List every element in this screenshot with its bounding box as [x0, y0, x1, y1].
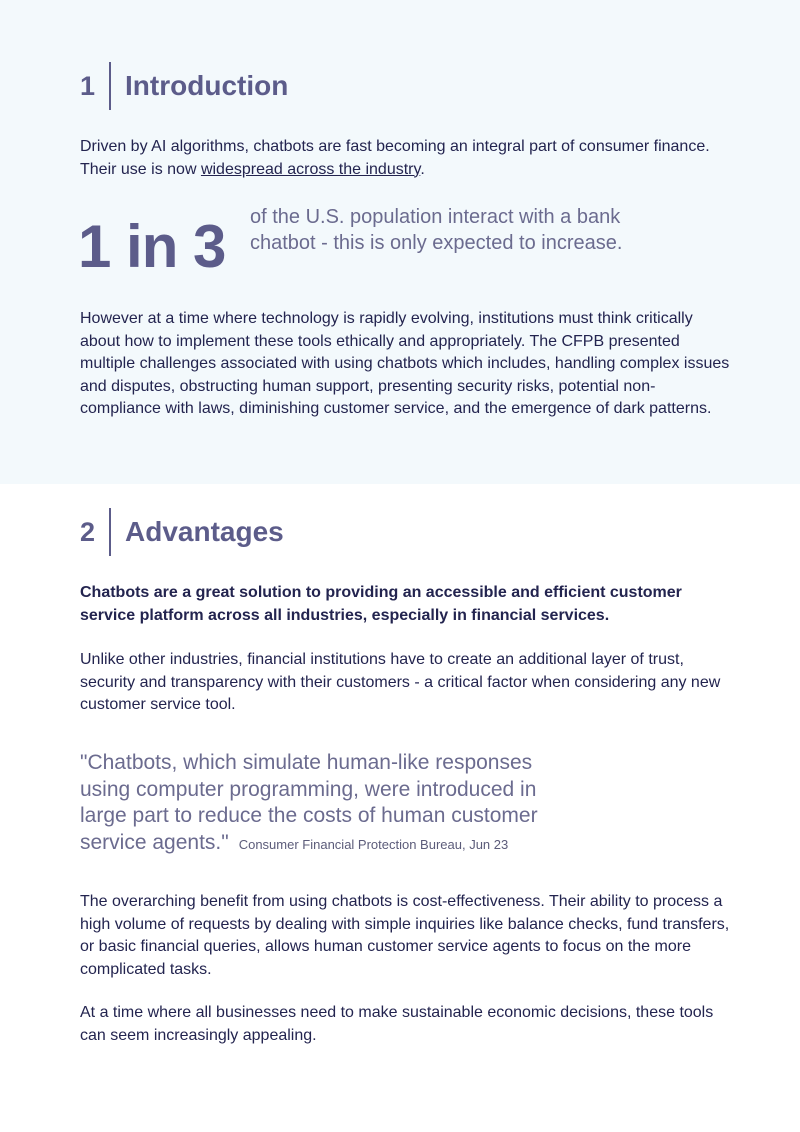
advantages-paragraph-1: Unlike other industries, financial institutions have to create an additional layer of trust, security and transparency with their customers - a critical factor when considering any new customer service tool. [80, 651, 721, 713]
stat-value: 1 in 3 [78, 213, 226, 280]
pull-quote [80, 750, 570, 858]
advantages-title: Advantages [125, 516, 284, 547]
pull-quote-text: "Chatbots, which simulate human-like responses using computer programming, were introduced in large part to reduce the costs of human customer service agents." [80, 751, 538, 854]
intro-paragraph-1-text: Driven by AI algorithms, chatbots are fast becoming an integral part of consumer finance. Their use is now [80, 138, 710, 178]
intro-title: Introduction [125, 70, 289, 101]
quote-source: Consumer Financial Protection Bureau, Jun 23 [238, 836, 509, 852]
intro-heading [80, 62, 288, 110]
advantages-heading [80, 508, 284, 556]
intro-paragraph-1 [80, 136, 730, 181]
advantages-lead: Chatbots are a great solution to providing an accessible and efficient customer service platform across all industries, especially in financial services. [80, 584, 682, 624]
heading-divider [109, 62, 111, 110]
intro-paragraph-1-end: . [420, 160, 425, 178]
advantages-paragraph-2: The overarching benefit from using chatbots is cost-effectiveness. Their ability to process a high volume of requests by dealing with simple inquiries like balance checks, fund transfers, or basic financial queries, allows human customer service agents to focus on the more complicated tasks. [80, 893, 730, 978]
intro-section-number: 1 [80, 70, 96, 101]
heading-divider [109, 508, 111, 556]
advantages-section-number: 2 [80, 516, 96, 547]
intro-paragraph-2: However at a time where technology is rapidly evolving, institutions must think critically about how to implement these tools ethically and appropriately. The CFPB presented multiple challenges associated with using chatbots which includes, handling complex issues and disputes, obstructing human support, presenting security risks, potential non-compliance with laws, diminishing customer service, and the emergence of dark patterns. [80, 310, 730, 417]
widespread-link[interactable]: widespread across the industry [200, 160, 421, 178]
advantages-paragraph-3: At a time where all businesses need to make sustainable economic decisions, these tools can seem increasingly appealing. [80, 1004, 714, 1044]
stat-description: of the U.S. population interact with a bank chatbot - this is only expected to increase. [250, 206, 623, 254]
